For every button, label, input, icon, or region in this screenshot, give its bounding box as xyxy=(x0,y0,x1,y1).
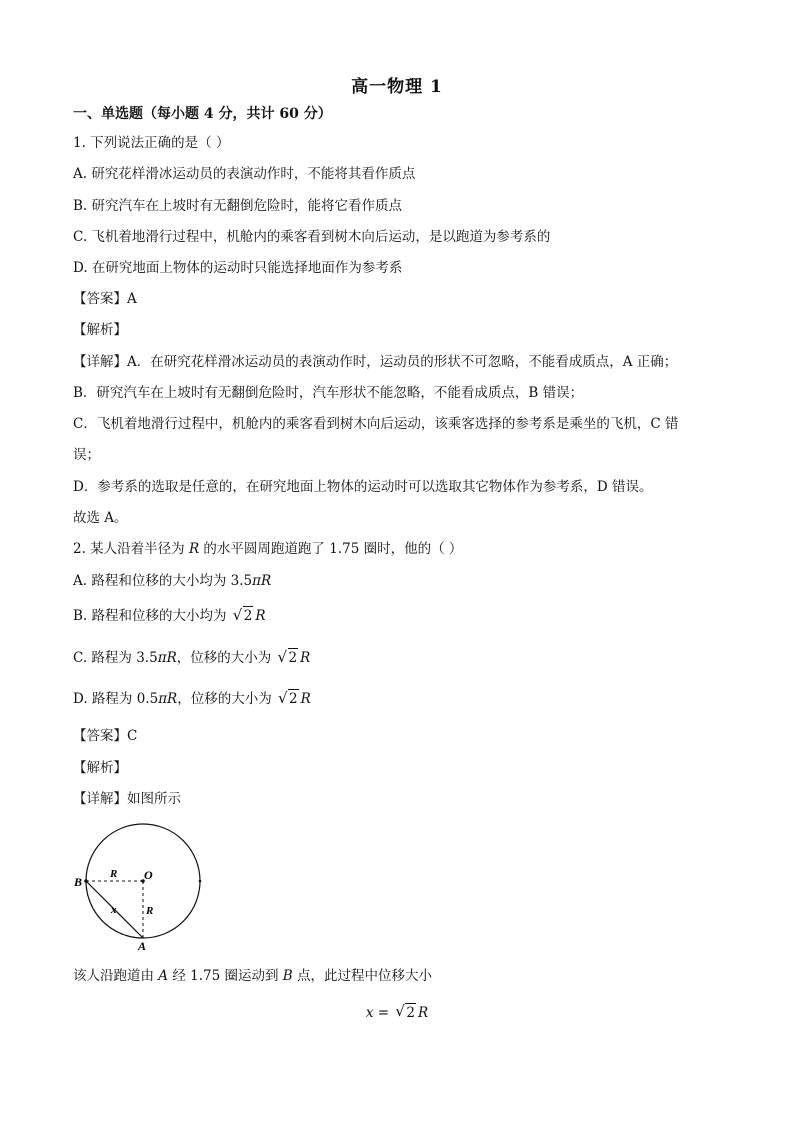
label-a: A xyxy=(138,939,147,953)
sqrt-arg: 2 xyxy=(289,691,298,707)
sqrt-arg: 2 xyxy=(243,608,253,624)
q1-detail-a xyxy=(73,352,677,372)
label-o: O xyxy=(144,868,153,882)
q2-option-a-text: A. 路程和位移的大小均为 3.5 xyxy=(73,573,253,589)
q1-detail-c-cont: 误； xyxy=(73,447,100,463)
q2-option-b-text: B. 路程和位移的大小均为 xyxy=(73,608,231,624)
q2-option-a xyxy=(73,571,271,591)
circle-track-figure xyxy=(70,820,220,955)
detail-text: A．在研究花样滑冰运动员的表演动作时，运动员的形状不可忽略，不能看成质点，A 正确； xyxy=(127,354,678,370)
label-b: B xyxy=(74,875,83,889)
section-heading: 一、单选题（每小题 4 分，共计 60 分） xyxy=(73,106,332,122)
q1-conclusion: 故选 A。 xyxy=(73,510,128,526)
q1-option-a: A. 研究花样滑冰运动员的表演动作时，不能将其看作质点 xyxy=(73,166,416,182)
q2-option-d xyxy=(73,689,311,709)
sqrt-symbol: √ 2 xyxy=(277,648,298,666)
detail-label: 【详解】 xyxy=(73,354,127,370)
detail-label: 【详解】 xyxy=(73,791,127,807)
q1-detail-c: C．飞机着地滑行过程中，机舱内的乘客看到树木向后运动，该乘客选择的参考系是乘坐的飞机，C 错 xyxy=(73,416,679,432)
var-r: R xyxy=(255,608,266,624)
q2-option-c-mid: ，位移的大小为 xyxy=(176,650,276,666)
var-x: x xyxy=(365,1005,374,1021)
label-r-vertical: R xyxy=(146,905,154,917)
point-b xyxy=(84,879,88,883)
equals-sign: = xyxy=(373,1005,394,1021)
var-r: R xyxy=(417,1005,429,1021)
q2-option-c-var: πR xyxy=(157,650,177,666)
q2-option-d-mid: ，位移的大小为 xyxy=(177,691,277,707)
var-b: B xyxy=(282,968,293,984)
q1-option-c: C. 飞机着地滑行过程中，机舱内的乘客看到树木向后运动，是以跑道为参考系的 xyxy=(73,229,551,245)
q2-option-c xyxy=(73,648,310,668)
label-x: x xyxy=(111,904,117,916)
q1-stem: 1. 下列说法正确的是（ ） xyxy=(73,135,230,151)
q1-detail-b: B．研究汽车在上坡时有无翻倒危险时，汽车形状不能忽略，不能看成质点，B 错误； xyxy=(73,385,584,401)
q2-answer xyxy=(73,726,137,746)
answer-label: 【答案】 xyxy=(73,291,127,307)
displacement-formula xyxy=(0,1002,794,1024)
q1-analysis-label: 【解析】 xyxy=(73,322,127,338)
text: 该人沿跑道由 xyxy=(73,968,159,984)
sqrt-arg: 2 xyxy=(288,650,298,666)
sqrt-arg: 2 xyxy=(406,1005,415,1021)
q2-analysis-label: 【解析】 xyxy=(73,760,127,776)
q2-detail xyxy=(73,789,181,809)
sqrt-symbol: √ 2 xyxy=(278,689,298,707)
sqrt-symbol: √ 2 xyxy=(232,606,253,624)
answer-value: C xyxy=(127,728,138,744)
q2-option-a-var: πR xyxy=(252,573,272,589)
q1-option-b: B. 研究汽车在上坡时有无翻倒危险时，能将它看作质点 xyxy=(73,198,403,214)
q2-option-d-text: D. 路程为 0.5 xyxy=(73,691,159,707)
text: 点，此过程中位移大小 xyxy=(292,968,432,984)
var-r: R xyxy=(300,691,311,707)
q1-answer xyxy=(73,289,137,309)
text: 经 1.75 圈运动到 xyxy=(168,968,283,984)
var-r: R xyxy=(300,650,311,666)
var-a: A xyxy=(158,968,169,984)
q1-option-d: D. 在研究地面上物体的运动时只能选择地面作为参考系 xyxy=(73,260,403,276)
q2-option-c-text: C. 路程为 3.5 xyxy=(73,650,158,666)
answer-label: 【答案】 xyxy=(73,728,127,744)
q2-after-figure xyxy=(73,966,432,986)
q2-stem-text-end: 的水平圆周跑道跑了 1.75 圈时，他的（ ） xyxy=(199,541,463,557)
answer-value: A xyxy=(127,291,137,307)
right-point xyxy=(199,880,202,883)
label-r-horizontal: R xyxy=(110,868,118,880)
detail-text: 如图所示 xyxy=(127,791,181,807)
page-title: 高一物理 1 xyxy=(351,77,443,97)
sqrt-symbol: √ 2 xyxy=(395,1002,415,1021)
q2-stem xyxy=(73,539,462,559)
q2-stem-text: 2. 某人沿着半径为 xyxy=(73,541,189,557)
q2-stem-var: R xyxy=(188,541,200,557)
q1-detail-d: D．参考系的选取是任意的，在研究地面上物体的运动时可以选取其它物体作为参考系，D 错误。 xyxy=(73,479,653,495)
q2-option-b xyxy=(73,606,266,626)
q2-option-d-var: πR xyxy=(158,691,178,707)
